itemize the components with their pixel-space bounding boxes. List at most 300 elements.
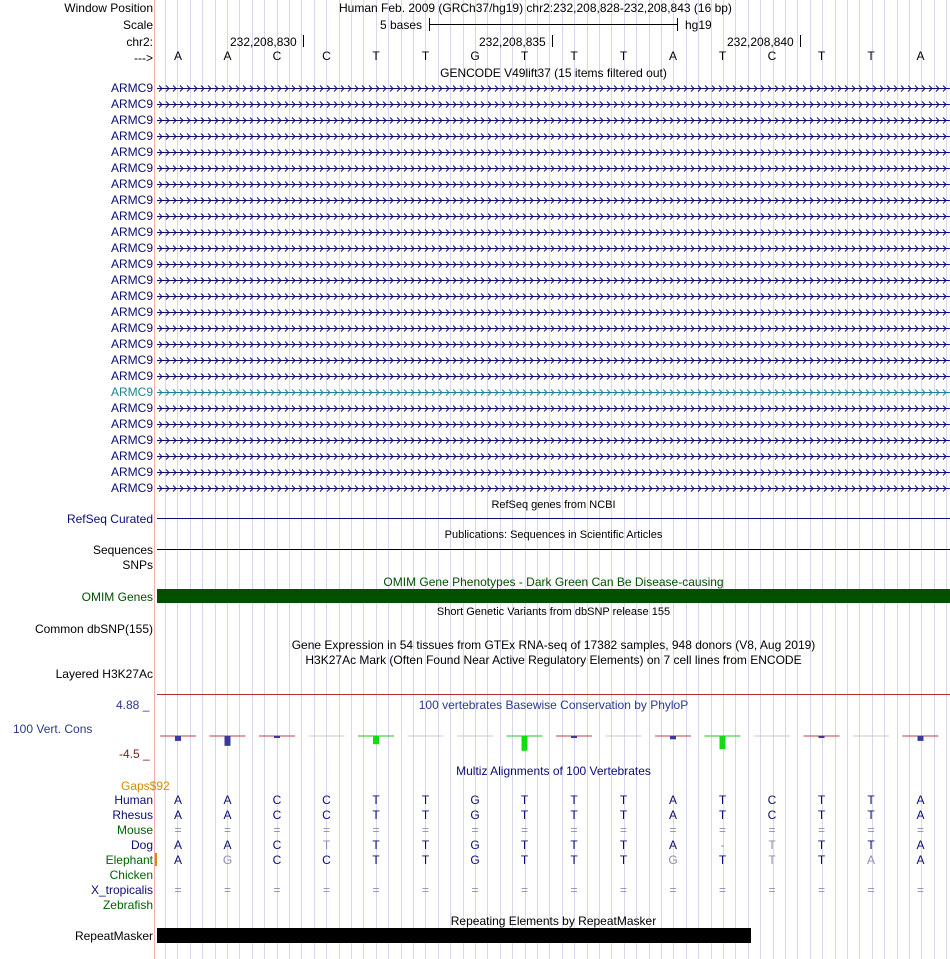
aligned-base: T xyxy=(619,808,628,822)
gencode-gene-label[interactable]: ARMC9 xyxy=(110,353,153,367)
phylop-score-bar xyxy=(819,736,825,738)
aligned-base: = xyxy=(520,823,528,837)
aligned-base: T xyxy=(421,838,430,852)
gencode-gene-label[interactable]: ARMC9 xyxy=(110,257,153,271)
aligned-base: T xyxy=(619,793,628,807)
grid-line xyxy=(351,0,352,959)
grid-line xyxy=(301,0,302,959)
gencode-gene-label[interactable]: ARMC9 xyxy=(110,337,153,351)
aligned-base: = xyxy=(817,883,825,897)
grid-line xyxy=(438,0,439,959)
gap-marker xyxy=(155,853,157,866)
aligned-base: T xyxy=(421,793,430,807)
aligned-base: = xyxy=(372,823,380,837)
aligned-base: T xyxy=(520,808,529,822)
species-label[interactable]: Rhesus xyxy=(112,808,153,822)
scale-bar-left-tick xyxy=(429,18,430,31)
coord-tick xyxy=(800,35,801,47)
gencode-gene-model[interactable] xyxy=(157,371,950,382)
aligned-base: = xyxy=(817,823,825,837)
grid-line xyxy=(698,0,699,959)
grid-line xyxy=(549,0,550,959)
phylop-score-bar xyxy=(373,736,379,744)
grid-line xyxy=(562,0,563,959)
gene-chevrons xyxy=(157,243,950,254)
reference-base: T xyxy=(570,49,578,63)
repeatmasker-label[interactable]: RepeatMasker xyxy=(74,929,153,943)
gencode-gene-model[interactable] xyxy=(157,227,950,238)
aligned-base: G xyxy=(470,793,480,807)
aligned-base: G xyxy=(470,853,480,867)
aligned-base: T xyxy=(421,808,430,822)
gencode-gene-label[interactable]: ARMC9 xyxy=(110,209,153,223)
aligned-base: T xyxy=(619,838,628,852)
aligned-base: = xyxy=(471,823,479,837)
aligned-base: T xyxy=(718,808,727,822)
left-margin-line xyxy=(154,0,155,959)
aligned-base: = xyxy=(520,883,528,897)
reference-base: A xyxy=(916,49,925,63)
aligned-base: T xyxy=(867,838,875,852)
aligned-base: C xyxy=(767,808,777,822)
gencode-gene-label[interactable]: ARMC9 xyxy=(110,113,153,127)
h3k27ac-signal-line xyxy=(157,694,950,695)
aligned-base: = xyxy=(570,823,578,837)
gencode-gene-label[interactable]: ARMC9 xyxy=(110,433,153,447)
aligned-base: = xyxy=(471,883,479,897)
aligned-base: A xyxy=(223,838,232,852)
gencode-gene-model[interactable] xyxy=(157,83,950,94)
omim-genes-label[interactable]: OMIM Genes xyxy=(81,590,153,604)
aligned-base: T xyxy=(322,838,331,852)
reference-base: T xyxy=(421,49,430,63)
gencode-gene-model[interactable] xyxy=(157,275,950,286)
aligned-base: G xyxy=(222,853,233,867)
aligned-base: = xyxy=(570,883,578,897)
gaps-value: $92 xyxy=(149,779,170,793)
phylop-label[interactable]: 100 Vert. Cons xyxy=(13,722,93,736)
reference-base: T xyxy=(718,49,727,63)
gene-chevrons xyxy=(157,163,950,174)
aligned-base: T xyxy=(619,853,628,867)
aligned-base: = xyxy=(619,823,627,837)
gencode-gene-label[interactable]: ARMC9 xyxy=(110,273,153,287)
grid-line xyxy=(686,0,687,959)
gene-chevrons xyxy=(157,371,950,382)
coord-label: 232,208,835 xyxy=(479,35,546,49)
gencode-gene-label[interactable]: ARMC9 xyxy=(110,177,153,191)
gencode-gene-model[interactable] xyxy=(157,339,950,350)
omim-gene-bar[interactable] xyxy=(157,589,950,603)
aligned-base: = xyxy=(273,883,281,897)
aligned-base: = xyxy=(718,823,726,837)
common-dbsnp-label[interactable]: Common dbSNP(155) xyxy=(34,622,153,636)
grid-line xyxy=(934,0,935,959)
aligned-base: G xyxy=(470,808,480,822)
grid-line xyxy=(165,0,166,959)
aligned-base: = xyxy=(867,823,875,837)
phylop-max-label: 4.88 _ xyxy=(116,698,150,712)
gene-chevrons xyxy=(157,115,950,126)
repeatmasker-element-bar[interactable] xyxy=(157,928,751,943)
phylop-score-bar xyxy=(225,736,231,746)
reference-base: C xyxy=(767,49,777,63)
aligned-base: A xyxy=(916,853,925,867)
aligned-base: = xyxy=(372,883,380,897)
gencode-gene-model[interactable] xyxy=(157,243,950,254)
gencode-gene-label[interactable]: ARMC9 xyxy=(110,289,153,303)
grid-line xyxy=(587,0,588,959)
phylop-score-bar xyxy=(522,736,528,751)
grid-line xyxy=(450,0,451,959)
multiz-track-title: Multiz Alignments of 100 Vertebrates xyxy=(456,764,651,778)
window-position-label: Window Position xyxy=(64,1,153,15)
layered-h3k27ac-label[interactable]: Layered H3K27Ac xyxy=(55,667,153,681)
gencode-gene-label[interactable]: ARMC9 xyxy=(110,369,153,383)
gencode-gene-label[interactable]: ARMC9 xyxy=(110,417,153,431)
gencode-gene-model[interactable] xyxy=(157,355,950,366)
gtex-track-title: Gene Expression in 54 tissues from GTEx RNA-seq of 17382 samples, 948 donors (V8, Aug 2019) xyxy=(291,638,816,652)
reference-base: T xyxy=(867,49,875,63)
gencode-gene-model[interactable] xyxy=(157,483,950,494)
gencode-gene-model[interactable] xyxy=(157,419,950,430)
grid-line xyxy=(401,0,402,959)
phylop-track-title: 100 vertebrates Basewise Conservation by PhyloP xyxy=(418,698,689,712)
aligned-base: A xyxy=(668,808,677,822)
grid-line xyxy=(649,0,650,959)
grid-line xyxy=(636,0,637,959)
gaps-label-text: Gaps xyxy=(121,779,150,793)
gene-chevrons xyxy=(157,483,950,494)
grid-line xyxy=(611,0,612,959)
gene-chevrons xyxy=(157,387,950,398)
aligned-base: T xyxy=(768,853,776,867)
gene-chevrons xyxy=(157,403,950,414)
coord-tick xyxy=(303,35,304,47)
aligned-base: = xyxy=(421,883,429,897)
aligned-base: T xyxy=(570,853,578,867)
gencode-gene-model[interactable] xyxy=(157,435,950,446)
aligned-base: A xyxy=(173,808,182,822)
grid-line xyxy=(847,0,848,959)
aligned-base: A xyxy=(173,853,182,867)
grid-line xyxy=(264,0,265,959)
gencode-gene-label[interactable]: ARMC9 xyxy=(110,385,153,399)
gencode-gene-label[interactable]: ARMC9 xyxy=(110,145,153,159)
aligned-base: = xyxy=(273,823,281,837)
coord-tick xyxy=(552,35,553,47)
aligned-base: T xyxy=(718,853,727,867)
aligned-base: A xyxy=(668,838,677,852)
phylop-score-bar xyxy=(274,736,280,738)
aligned-base: T xyxy=(867,808,875,822)
aligned-base: G xyxy=(470,838,480,852)
phylop-score-bar xyxy=(720,736,726,749)
scale-bar-right-tick xyxy=(677,18,678,31)
gene-chevrons xyxy=(157,211,950,222)
reference-base: C xyxy=(322,49,331,63)
gene-chevrons xyxy=(157,195,950,206)
aligned-base: = xyxy=(174,823,182,837)
aligned-base: A xyxy=(866,853,875,867)
phylop-plot xyxy=(157,700,950,760)
grid-line xyxy=(239,0,240,959)
aligned-base: T xyxy=(817,793,826,807)
phylop-score-bar xyxy=(918,736,924,741)
aligned-base: T xyxy=(817,838,826,852)
gencode-gene-label[interactable]: ARMC9 xyxy=(110,161,153,175)
gene-chevrons xyxy=(157,307,950,318)
gene-chevrons xyxy=(157,131,950,142)
aligned-base: T xyxy=(372,793,380,807)
aligned-base: T xyxy=(570,793,578,807)
reference-base: G xyxy=(470,49,480,63)
gencode-gene-label[interactable]: ARMC9 xyxy=(110,97,153,111)
gene-chevrons xyxy=(157,355,950,366)
publications-track-title: Publications: Sequences in Scientific Articles xyxy=(444,529,663,541)
gene-chevrons xyxy=(157,83,950,94)
sequences-label[interactable]: Sequences xyxy=(92,543,153,557)
reference-base: A xyxy=(223,49,232,63)
aligned-base: T xyxy=(817,808,826,822)
gencode-gene-model[interactable] xyxy=(157,211,950,222)
phylop-score-bar xyxy=(670,736,676,739)
refseq-curated-label[interactable]: RefSeq Curated xyxy=(66,512,153,526)
aligned-base: T xyxy=(570,838,578,852)
gencode-gene-model[interactable] xyxy=(157,115,950,126)
gencode-track-title: GENCODE V49lift37 (15 items filtered out) xyxy=(440,66,667,80)
grid-line xyxy=(252,0,253,959)
refseq-track-title: RefSeq genes from NCBI xyxy=(491,499,616,511)
aligned-base: = xyxy=(669,883,677,897)
gene-chevrons xyxy=(157,339,950,350)
reference-base: A xyxy=(173,49,182,63)
grid-line xyxy=(785,0,786,959)
gencode-gene-label[interactable]: ARMC9 xyxy=(110,225,153,239)
gencode-gene-label[interactable]: ARMC9 xyxy=(110,481,153,495)
aligned-base: C xyxy=(322,793,331,807)
gencode-gene-label[interactable]: ARMC9 xyxy=(110,193,153,207)
gencode-gene-model[interactable] xyxy=(157,99,950,110)
refseq-gene-line[interactable] xyxy=(157,518,950,519)
aligned-base: C xyxy=(272,838,282,852)
grid-line xyxy=(314,0,315,959)
gene-chevrons xyxy=(157,147,950,158)
aligned-base: T xyxy=(520,793,529,807)
aligned-base: T xyxy=(718,793,727,807)
aligned-base: C xyxy=(767,793,777,807)
assembly-position-text: Human Feb. 2009 (GRCh37/hg19) chr2:232,208,828-232,208,843 (16 bp) xyxy=(339,1,732,15)
grid-line xyxy=(835,0,836,959)
gencode-gene-model[interactable] xyxy=(157,179,950,190)
aligned-base: = xyxy=(669,823,677,837)
gene-chevrons xyxy=(157,435,950,446)
gene-chevrons xyxy=(157,227,950,238)
species-label[interactable]: Dog xyxy=(130,838,153,852)
aligned-base: = xyxy=(867,883,875,897)
gene-chevrons xyxy=(157,99,950,110)
species-label[interactable]: Mouse xyxy=(116,823,153,837)
grid-line xyxy=(735,0,736,959)
grid-line xyxy=(413,0,414,959)
aligned-base: T xyxy=(867,793,875,807)
publications-sequence-line[interactable] xyxy=(157,549,950,550)
species-label[interactable]: Elephant xyxy=(105,853,153,867)
gencode-gene-model[interactable] xyxy=(157,467,950,478)
gencode-gene-model[interactable] xyxy=(157,307,950,318)
grid-line xyxy=(202,0,203,959)
gene-chevrons xyxy=(157,179,950,190)
species-label[interactable]: X_tropicalis xyxy=(90,883,153,897)
aligned-base: C xyxy=(322,853,331,867)
chromosome-label: chr2: xyxy=(126,35,153,49)
omim-track-title: OMIM Gene Phenotypes - Dark Green Can Be Disease-causing xyxy=(383,575,724,589)
gencode-gene-label[interactable]: ARMC9 xyxy=(110,129,153,143)
gencode-gene-model[interactable] xyxy=(157,387,950,398)
aligned-base: T xyxy=(768,838,776,852)
scale-db: hg19 xyxy=(685,18,712,32)
aligned-base: A xyxy=(916,808,925,822)
aligned-base: A xyxy=(916,838,925,852)
aligned-base: = xyxy=(322,823,330,837)
gencode-gene-label[interactable]: ARMC9 xyxy=(110,241,153,255)
scale-bar xyxy=(429,24,677,25)
reference-base: T xyxy=(619,49,628,63)
aligned-base: = xyxy=(768,823,776,837)
grid-line xyxy=(363,0,364,959)
gencode-gene-label[interactable]: ARMC9 xyxy=(110,449,153,463)
repeatmasker-track-title: Repeating Elements by RepeatMasker xyxy=(450,914,657,928)
gene-chevrons xyxy=(157,291,950,302)
reference-base: C xyxy=(272,49,282,63)
aligned-base: A xyxy=(173,793,182,807)
grid-line xyxy=(797,0,798,959)
gaps-label xyxy=(121,779,170,793)
aligned-base: C xyxy=(272,793,282,807)
grid-line xyxy=(487,0,488,959)
gencode-gene-model[interactable] xyxy=(157,403,950,414)
aligned-base: A xyxy=(668,793,677,807)
reference-base: T xyxy=(372,49,380,63)
coord-label: 232,208,830 xyxy=(230,35,297,49)
aligned-base: A xyxy=(916,793,925,807)
aligned-base: = xyxy=(916,883,924,897)
gencode-gene-model[interactable] xyxy=(157,147,950,158)
aligned-base: = xyxy=(322,883,330,897)
snps-label[interactable]: SNPs xyxy=(122,558,153,572)
gencode-gene-model[interactable] xyxy=(157,323,950,334)
aligned-base: = xyxy=(619,883,627,897)
gencode-gene-label[interactable]: ARMC9 xyxy=(110,321,153,335)
phylop-min-label: -4.5 _ xyxy=(119,747,150,761)
aligned-base: - xyxy=(720,838,725,852)
grid-line xyxy=(748,0,749,959)
gencode-gene-model[interactable] xyxy=(157,451,950,462)
dbsnp-track-title: Short Genetic Variants from dbSNP release 155 xyxy=(436,606,671,618)
grid-line xyxy=(946,0,947,959)
reference-base: A xyxy=(668,49,677,63)
reference-base: T xyxy=(520,49,529,63)
aligned-base: C xyxy=(322,808,331,822)
gencode-gene-model[interactable] xyxy=(157,131,950,142)
species-label[interactable]: Chicken xyxy=(109,868,153,882)
aligned-base: A xyxy=(223,808,232,822)
gene-chevrons xyxy=(157,259,950,270)
coord-label: 232,208,840 xyxy=(727,35,794,49)
aligned-base: C xyxy=(272,808,282,822)
grid-line xyxy=(512,0,513,959)
grid-line xyxy=(897,0,898,959)
aligned-base: = xyxy=(223,883,231,897)
grid-line xyxy=(339,0,340,959)
aligned-base: = xyxy=(718,883,726,897)
h3k27ac-track-title: H3K27Ac Mark (Often Found Near Active Regulatory Elements) on 7 cell lines from ENCODE xyxy=(305,653,802,667)
aligned-base: T xyxy=(520,838,529,852)
gene-chevrons xyxy=(157,323,950,334)
aligned-base: = xyxy=(421,823,429,837)
gencode-gene-model[interactable] xyxy=(157,163,950,174)
gencode-gene-model[interactable] xyxy=(157,195,950,206)
aligned-base: T xyxy=(372,838,380,852)
gene-chevrons xyxy=(157,419,950,430)
grid-line xyxy=(599,0,600,959)
strand-label: ---> xyxy=(134,51,153,65)
grid-line xyxy=(500,0,501,959)
gencode-gene-label[interactable]: ARMC9 xyxy=(110,81,153,95)
grid-line xyxy=(190,0,191,959)
aligned-base: A xyxy=(223,793,232,807)
reference-base: T xyxy=(817,49,826,63)
gencode-gene-model[interactable] xyxy=(157,259,950,270)
aligned-base: G xyxy=(668,853,678,867)
gencode-gene-label[interactable]: ARMC9 xyxy=(110,401,153,415)
grid-line xyxy=(537,0,538,959)
grid-line xyxy=(463,0,464,959)
scale-text: 5 bases xyxy=(380,18,423,32)
aligned-base: T xyxy=(520,853,529,867)
gencode-gene-label[interactable]: ARMC9 xyxy=(110,465,153,479)
gene-chevrons xyxy=(157,467,950,478)
aligned-base: = xyxy=(768,883,776,897)
grid-line xyxy=(760,0,761,959)
aligned-base: T xyxy=(372,853,380,867)
aligned-base: T xyxy=(570,808,578,822)
grid-line xyxy=(388,0,389,959)
aligned-base: = xyxy=(916,823,924,837)
phylop-score-bar xyxy=(175,736,181,741)
species-label[interactable]: Human xyxy=(114,793,153,807)
gene-chevrons xyxy=(157,275,950,286)
aligned-base: T xyxy=(817,853,826,867)
gencode-gene-model[interactable] xyxy=(157,291,950,302)
grid-line xyxy=(884,0,885,959)
species-label[interactable]: Zebrafish xyxy=(102,898,153,912)
aligned-base: = xyxy=(174,883,182,897)
aligned-base: T xyxy=(421,853,430,867)
gene-chevrons xyxy=(157,451,950,462)
aligned-base: C xyxy=(272,853,282,867)
grid-line xyxy=(859,0,860,959)
grid-line xyxy=(661,0,662,959)
grid-line xyxy=(289,0,290,959)
gencode-gene-label[interactable]: ARMC9 xyxy=(110,305,153,319)
aligned-base: T xyxy=(372,808,380,822)
grid-line xyxy=(215,0,216,959)
aligned-base: = xyxy=(223,823,231,837)
scale-label: Scale xyxy=(122,18,153,32)
phylop-score-bar xyxy=(571,736,577,738)
aligned-base: A xyxy=(173,838,182,852)
